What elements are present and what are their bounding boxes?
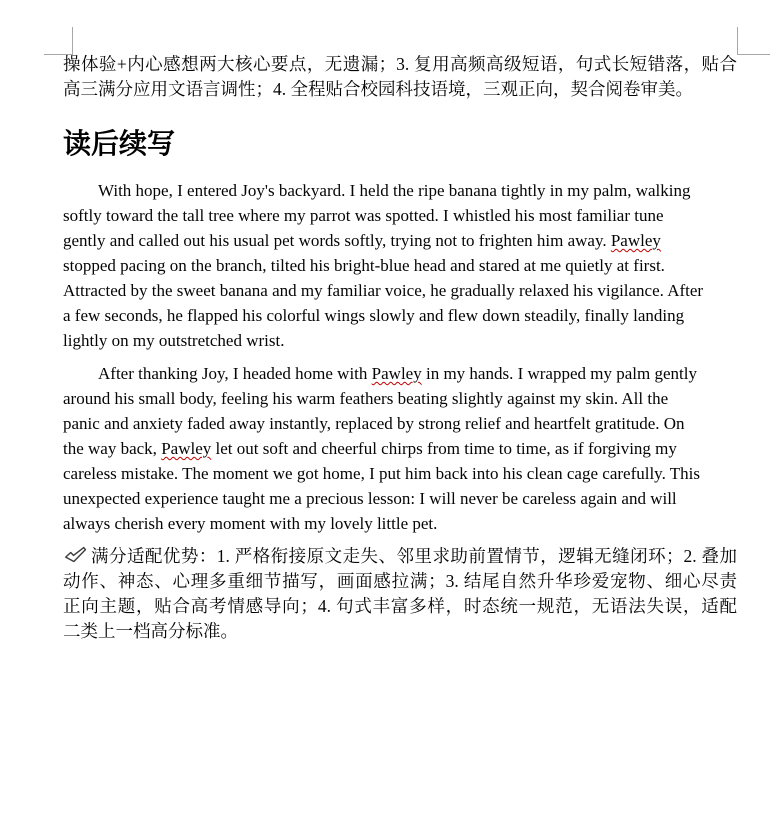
text-line: panic and anxiety faded away instantly, replaced by strong relief and heartfelt gratitude. On <box>63 414 685 433</box>
text-line: unexpected experience taught me a precious lesson: I will never be careless again and will <box>63 489 677 508</box>
advantages-lines <box>63 544 737 644</box>
text-line: always cherish every moment with my lovely little pet. <box>63 514 438 533</box>
check-icon <box>64 546 87 565</box>
document-content <box>63 52 737 644</box>
text-line: After thanking Joy, I headed home with Pawley in my hands. I wrapped my palm gently <box>98 364 697 383</box>
text-line: 动作、神态、心理多重细节描写，画面感拉满；3. 结尾自然升华珍爱宠物、细心尽责 <box>63 571 737 591</box>
section-heading: 读后续写 <box>63 129 176 160</box>
text-line: stopped pacing on the branch, tilted his bright-blue head and stared at me quietly at first. <box>63 256 665 275</box>
text-line: a few seconds, he flapped his colorful wings slowly and flew down steadily, finally landing <box>63 306 685 325</box>
text-line: lightly on my outstretched wrist. <box>63 331 285 350</box>
text-line: softly toward the tall tree where my parrot was spotted. I whistled his most familiar tune <box>63 206 664 225</box>
text-line: 高三满分应用文语言调性；4. 全程贴合校园科技语境，三观正向，契合阅卷审美。 <box>63 79 693 99</box>
text-line: gently and called out his usual pet words softly, trying not to frighten him away. Pawley <box>63 231 661 250</box>
paragraph-english-continuation-2 <box>63 361 737 536</box>
paragraph-analysis-continued <box>63 52 737 102</box>
misspelled-word: Pawley <box>161 439 212 458</box>
text-line: 满分适配优势：1. 严格衔接原文走失、邻里求助前置情节，逻辑无缝闭环；2. 叠加 <box>91 546 737 566</box>
paragraph-advantages <box>63 544 737 644</box>
text-boundary-mark-top-left <box>44 27 73 55</box>
text-line: With hope, I entered Joy's backyard. I held the ripe banana tightly in my palm, walking <box>98 181 691 200</box>
text-boundary-mark-top-right <box>737 27 770 55</box>
text-line: the way back, Pawley let out soft and cheerful chirps from time to time, as if forgiving my <box>63 439 677 458</box>
text-line: 二类上一档高分标准。 <box>63 621 238 641</box>
text-line: around his small body, feeling his warm feathers beating slightly against my skin. All the <box>63 389 669 408</box>
text-line: Attracted by the sweet banana and my familiar voice, he gradually relaxed his vigilance. After <box>63 281 704 300</box>
misspelled-word: Pawley <box>371 364 422 383</box>
text-line: 正向主题，贴合高考情感导向；4. 句式丰富多样，时态统一规范，无语法失误，适配 <box>63 596 737 616</box>
text-line: 操体验+内心感想两大核心要点，无遗漏；3. 复用高频高级短语，句式长短错落，贴合 <box>63 54 737 74</box>
misspelled-word: Pawley <box>610 231 661 250</box>
text-line: careless mistake. The moment we got home, I put him back into his clean cage carefully. This <box>63 464 700 483</box>
paragraph-english-continuation-1 <box>63 178 737 353</box>
